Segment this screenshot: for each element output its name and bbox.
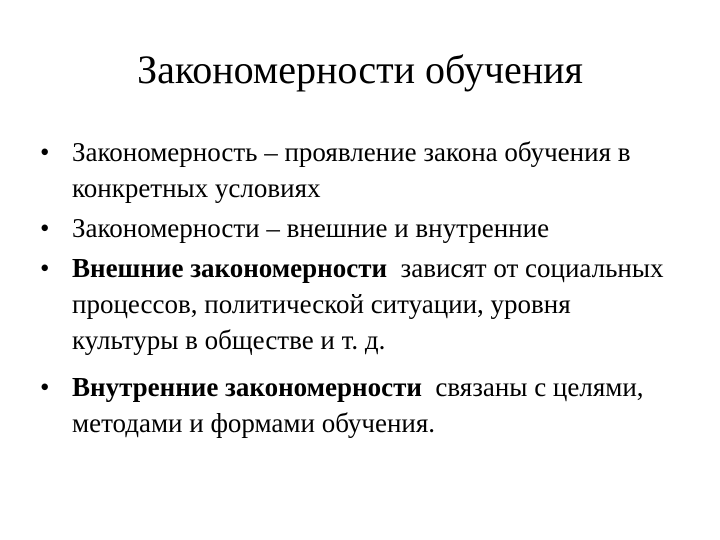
bullet-item-external <box>40 250 680 358</box>
bullet-marker: • <box>40 213 50 243</box>
bullet-item-types <box>40 210 680 246</box>
bullet-text: зависят от социальных процессов, политической ситуации, уровня культуры в обществе и т. д. <box>72 253 671 355</box>
bullet-text: Закономерности – внешние и внутренние <box>72 213 550 243</box>
bullet-bold-term: Внутренние закономерности <box>72 372 422 402</box>
bullet-text: связаны с целями, методами и формами обучения. <box>72 372 651 438</box>
slide-title: Закономерности обучения <box>137 47 583 92</box>
bullet-marker: • <box>40 372 50 402</box>
bullet-list <box>40 134 680 441</box>
bullet-bold-term: Внешние закономерности <box>72 253 388 283</box>
bullet-item-internal <box>40 369 680 441</box>
bullet-text: Закономерность – проявление закона обучения в конкретных условиях <box>72 137 631 203</box>
bullet-marker: • <box>40 137 50 167</box>
bullet-item-definition <box>40 134 680 206</box>
bullet-marker: • <box>40 253 50 283</box>
